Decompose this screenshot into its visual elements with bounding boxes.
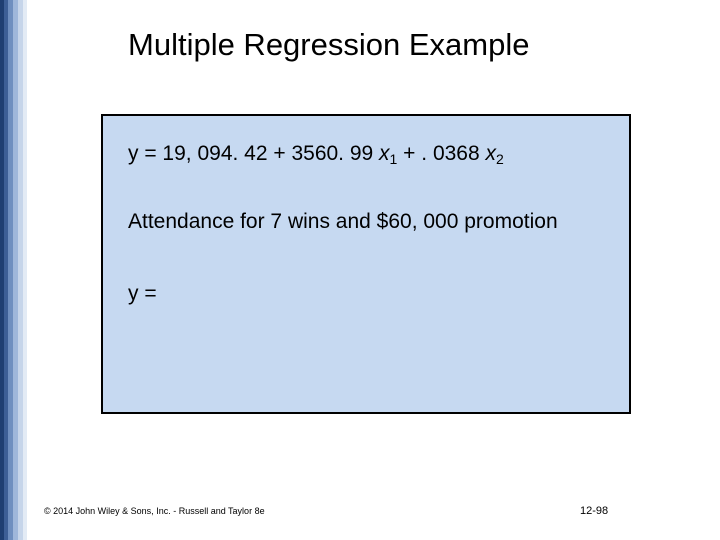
- content-box: [101, 114, 631, 414]
- regression-equation: [128, 142, 504, 167]
- page-number: 12-98: [580, 505, 609, 517]
- equation-lhs: y = 19, 094. 42 + 3560. 99: [128, 142, 380, 165]
- footer-copyright: © 2014 John Wiley & Sons, Inc. - Russell and Taylor 8e: [44, 506, 265, 516]
- equation-var-x2: x: [485, 142, 496, 165]
- attendance-text: Attendance for 7 wins and $60, 000 promotion: [128, 210, 558, 233]
- equation-subscript-2: 2: [496, 151, 504, 167]
- equation-subscript-1: 1: [389, 151, 398, 167]
- y-equals-text: y =: [128, 282, 157, 305]
- slide-title: Multiple Regression Example: [128, 27, 530, 62]
- equation-middle: + . 0368: [397, 142, 486, 165]
- equation-var-x1: x: [379, 142, 390, 165]
- decorative-left-bar: [0, 0, 30, 540]
